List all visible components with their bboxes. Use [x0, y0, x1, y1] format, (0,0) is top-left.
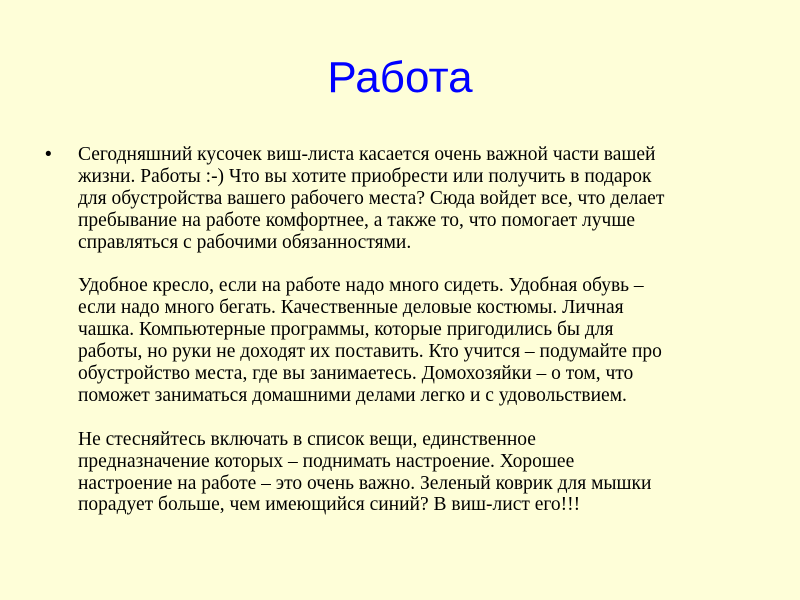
paragraph-intro: Сегодняшний кусочек виш-листа касается очень важной части вашей жизни. Работы :-) Что вы хотите приобрести или получить в подарок для обустройства вашего рабочего места? Сюда войдет все, что делает пребывание на работе комфортнее, а также то, что помогает лучше справляться с рабочими обязанностями. — [78, 144, 665, 253]
paragraph-mood: Не стесняйтесь включать в список вещи, единственное предназначение которых – поднимать настроение. Хорошее настроение на работе – это очень важно. Зеленый коврик для мышки порадует больше, чем имеющийся синий? В виш-лист его!!! — [78, 428, 652, 516]
bullet-icon: • — [45, 144, 52, 165]
slide-title: Работа — [327, 53, 473, 102]
paragraph-examples: Удобное кресло, если на работе надо много сидеть. Удобная обувь – если надо много бегать. Качественные деловые костюмы. Личная чашка. Компьютерные программы, которые пригодились бы для работы, но руки не доходят их поставить. Кто учится – подумайте про обустройство места, где вы занимаетесь. Домохозяйки – о том, что поможет заниматься домашними делами легко и с удовольствием. — [78, 275, 662, 406]
bullet-body — [78, 144, 758, 516]
